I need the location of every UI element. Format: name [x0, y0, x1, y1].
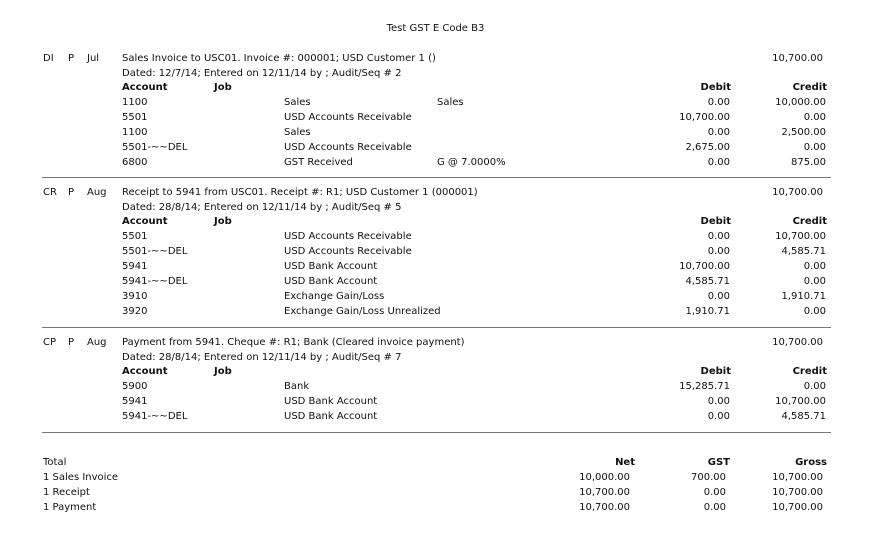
- line-credit: 0.00: [803, 261, 826, 272]
- entry-dated: Dated: 28/8/14; Entered on 12/11/14 by ; Audit/Seq # 5: [122, 202, 402, 213]
- entry-description: Sales Invoice to USC01. Invoice #: 000001; USD Customer 1 (): [122, 53, 436, 64]
- line-debit: 4,585.71: [685, 276, 730, 287]
- job-header: Job: [214, 216, 232, 227]
- entry-divider: [42, 327, 831, 328]
- line-job: Sales: [437, 97, 464, 108]
- totals-row-net: 10,000.00: [579, 472, 630, 483]
- line-account-name: USD Bank Account: [284, 276, 378, 287]
- totals-row-gst: 0.00: [703, 487, 726, 498]
- net-header: Net: [615, 457, 635, 468]
- line-account: 5941: [122, 396, 148, 407]
- line-account: 5501-~~DEL: [122, 142, 188, 153]
- line-debit: 0.00: [707, 246, 730, 257]
- entry-description: Payment from 5941. Cheque #: R1; Bank (Cleared invoice payment): [122, 337, 465, 348]
- line-job: G @ 7.0000%: [437, 157, 506, 168]
- line-credit: 1,910.71: [781, 291, 826, 302]
- totals-row-gst: 700.00: [691, 472, 726, 483]
- job-header: Job: [214, 366, 232, 377]
- entry-amount: 10,700.00: [772, 187, 823, 198]
- line-credit: 2,500.00: [781, 127, 826, 138]
- line-debit: 0.00: [707, 291, 730, 302]
- line-debit: 0.00: [707, 396, 730, 407]
- line-debit: 0.00: [707, 127, 730, 138]
- line-account-name: USD Bank Account: [284, 411, 378, 422]
- entry-dated: Dated: 12/7/14; Entered on 12/11/14 by ; Audit/Seq # 2: [122, 68, 402, 79]
- line-account-name: USD Bank Account: [284, 261, 378, 272]
- line-account: 5941-~~DEL: [122, 276, 188, 287]
- line-credit: 10,000.00: [775, 97, 826, 108]
- totals-label: Total: [43, 457, 67, 468]
- line-account: 1100: [122, 97, 148, 108]
- line-account-name: USD Accounts Receivable: [284, 142, 412, 153]
- entry-dated: Dated: 28/8/14; Entered on 12/11/14 by ; Audit/Seq # 7: [122, 352, 402, 363]
- line-account-name: USD Bank Account: [284, 396, 378, 407]
- line-account: 5900: [122, 381, 148, 392]
- line-credit: 10,700.00: [775, 231, 826, 242]
- entry-type: CP: [43, 337, 57, 348]
- line-account: 3910: [122, 291, 148, 302]
- totals-row-label: 1 Payment: [43, 502, 97, 513]
- account-header: Account: [122, 82, 168, 93]
- line-account: 3920: [122, 306, 148, 317]
- totals-row-gross: 10,700.00: [772, 502, 823, 513]
- line-debit: 0.00: [707, 157, 730, 168]
- line-credit: 875.00: [791, 157, 826, 168]
- entry-status: P: [68, 53, 75, 64]
- totals-row-gross: 10,700.00: [772, 472, 823, 483]
- credit-header: Credit: [792, 82, 827, 93]
- line-debit: 15,285.71: [679, 381, 730, 392]
- line-debit: 2,675.00: [685, 142, 730, 153]
- line-account: 5501-~~DEL: [122, 246, 188, 257]
- entry-month: Jul: [87, 53, 100, 64]
- entry-status: P: [68, 337, 75, 348]
- line-credit: 0.00: [803, 112, 826, 123]
- debit-header: Debit: [700, 366, 731, 377]
- entry-amount: 10,700.00: [772, 53, 823, 64]
- totals-row-net: 10,700.00: [579, 487, 630, 498]
- line-account: 5501: [122, 112, 148, 123]
- totals-row-label: 1 Receipt: [43, 487, 90, 498]
- report-title: Test GST E Code B3: [386, 23, 485, 34]
- entry-description: Receipt to 5941 from USC01. Receipt #: R1; USD Customer 1 (000001): [122, 187, 478, 198]
- job-header: Job: [214, 82, 232, 93]
- line-credit: 4,585.71: [781, 411, 826, 422]
- debit-header: Debit: [700, 82, 731, 93]
- line-account-name: GST Received: [284, 157, 353, 168]
- totals-divider: [42, 432, 831, 433]
- credit-header: Credit: [792, 366, 827, 377]
- line-account-name: USD Accounts Receivable: [284, 112, 412, 123]
- line-account: 1100: [122, 127, 148, 138]
- line-debit: 10,700.00: [679, 261, 730, 272]
- entry-month: Aug: [87, 337, 107, 348]
- line-credit: 0.00: [803, 142, 826, 153]
- entry-type: CR: [43, 187, 57, 198]
- line-credit: 4,585.71: [781, 246, 826, 257]
- line-credit: 0.00: [803, 276, 826, 287]
- line-credit: 0.00: [803, 381, 826, 392]
- entry-amount: 10,700.00: [772, 337, 823, 348]
- line-credit: 0.00: [803, 306, 826, 317]
- line-debit: 0.00: [707, 411, 730, 422]
- account-header: Account: [122, 366, 168, 377]
- account-header: Account: [122, 216, 168, 227]
- totals-row-gst: 0.00: [703, 502, 726, 513]
- totals-row-net: 10,700.00: [579, 502, 630, 513]
- line-account-name: USD Accounts Receivable: [284, 231, 412, 242]
- line-debit: 0.00: [707, 97, 730, 108]
- line-account: 5941: [122, 261, 148, 272]
- line-debit: 0.00: [707, 231, 730, 242]
- entry-divider: [42, 177, 831, 178]
- gross-header: Gross: [795, 457, 827, 468]
- line-account: 5501: [122, 231, 148, 242]
- line-account-name: Bank: [284, 381, 310, 392]
- line-account: 6800: [122, 157, 148, 168]
- entry-type: DI: [43, 53, 54, 64]
- gst-header: GST: [707, 457, 730, 468]
- line-account-name: Exchange Gain/Loss: [284, 291, 385, 302]
- line-account-name: Sales: [284, 127, 311, 138]
- line-debit: 1,910.71: [685, 306, 730, 317]
- line-debit: 10,700.00: [679, 112, 730, 123]
- debit-header: Debit: [700, 216, 731, 227]
- line-account-name: Sales: [284, 97, 311, 108]
- credit-header: Credit: [792, 216, 827, 227]
- line-account: 5941-~~DEL: [122, 411, 188, 422]
- line-credit: 10,700.00: [775, 396, 826, 407]
- entry-status: P: [68, 187, 75, 198]
- totals-row-label: 1 Sales Invoice: [43, 472, 119, 483]
- entry-month: Aug: [87, 187, 107, 198]
- totals-row-gross: 10,700.00: [772, 487, 823, 498]
- line-account-name: Exchange Gain/Loss Unrealized: [284, 306, 441, 317]
- line-account-name: USD Accounts Receivable: [284, 246, 412, 257]
